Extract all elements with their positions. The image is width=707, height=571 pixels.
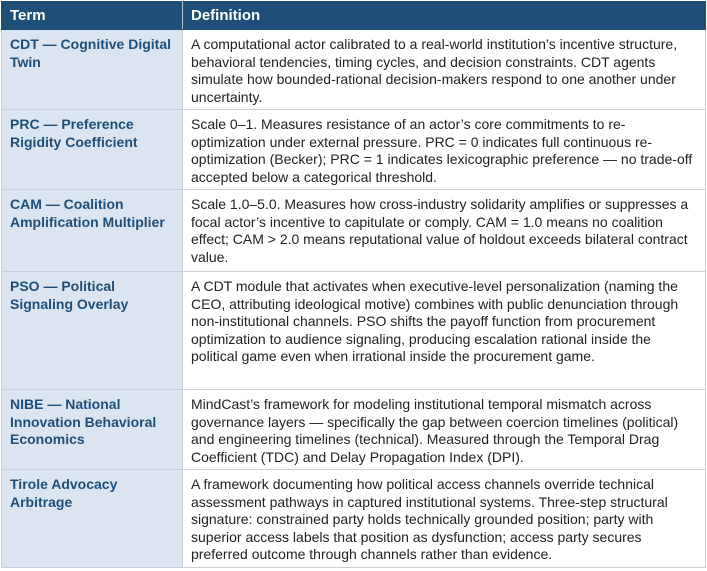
definition-cell: A computational actor calibrated to a real-world institution’s incentive structure, behavioral tendencies, timing cycles, and decision constraints. CDT agents simulate how bounded-rational decision-makers respond to one another under uncertainty. (183, 30, 706, 110)
definition-cell: A CDT module that activates when executive-level personalization (naming the CEO, attributing ideological motive) combines with public denunciation through non-institutional channels. PSO shifts the payoff function from procurement optimization to audience signaling, producing escalation rational inside the political game even when irrational inside the procurement game. (183, 272, 706, 390)
definition-cell: MindCast’s framework for modeling institutional temporal mismatch across governance layers — specifically the gap between coercion timelines (political) and engineering timelines (technical). Measured through the Temporal Drag Coefficient (TDC) and Delay Propagation Index (DPI). (183, 390, 706, 470)
definition-cell: A framework documenting how political access channels override technical assessment pathways in captured institutional systems. Three-step structural signature: constrained party holds technically grounded position; party with superior access labels that position as dysfunction; access party secures preferred outcome through channels rather than evidence. (183, 470, 706, 568)
definition-cell: Scale 0–1. Measures resistance of an actor’s core commitments to re-optimization under external pressure. PRC = 0 indicates full continuous re-optimization (Becker); PRC = 1 indicates lexicographic preference — no trade-off accepted below a categorical threshold. (183, 110, 706, 190)
term-cell: Tirole Advocacy Arbitrage (2, 470, 183, 568)
header-definition: Definition (183, 2, 706, 30)
table-row (2, 272, 706, 390)
term-cell: NIBE — National Innovation Behavioral Economics (2, 390, 183, 470)
header-term: Term (2, 2, 183, 30)
table-row (2, 30, 706, 110)
definition-cell: Scale 1.0–5.0. Measures how cross-industry solidarity amplifies or suppresses a focal actor’s incentive to capitulate or comply. CAM = 1.0 means no coalition effect; CAM > 2.0 means reputational value of holdout exceeds bilateral contract value. (183, 190, 706, 272)
table-row (2, 110, 706, 190)
term-cell: PSO — Political Signaling Overlay (2, 272, 183, 390)
glossary-table (1, 1, 706, 568)
table-row (2, 470, 706, 568)
table-row (2, 390, 706, 470)
term-cell: CDT — Cognitive Digital Twin (2, 30, 183, 110)
term-cell: CAM — Coalition Amplification Multiplier (2, 190, 183, 272)
header-row (2, 2, 706, 30)
term-cell: PRC — Preference Rigidity Coefficient (2, 110, 183, 190)
table-row (2, 190, 706, 272)
